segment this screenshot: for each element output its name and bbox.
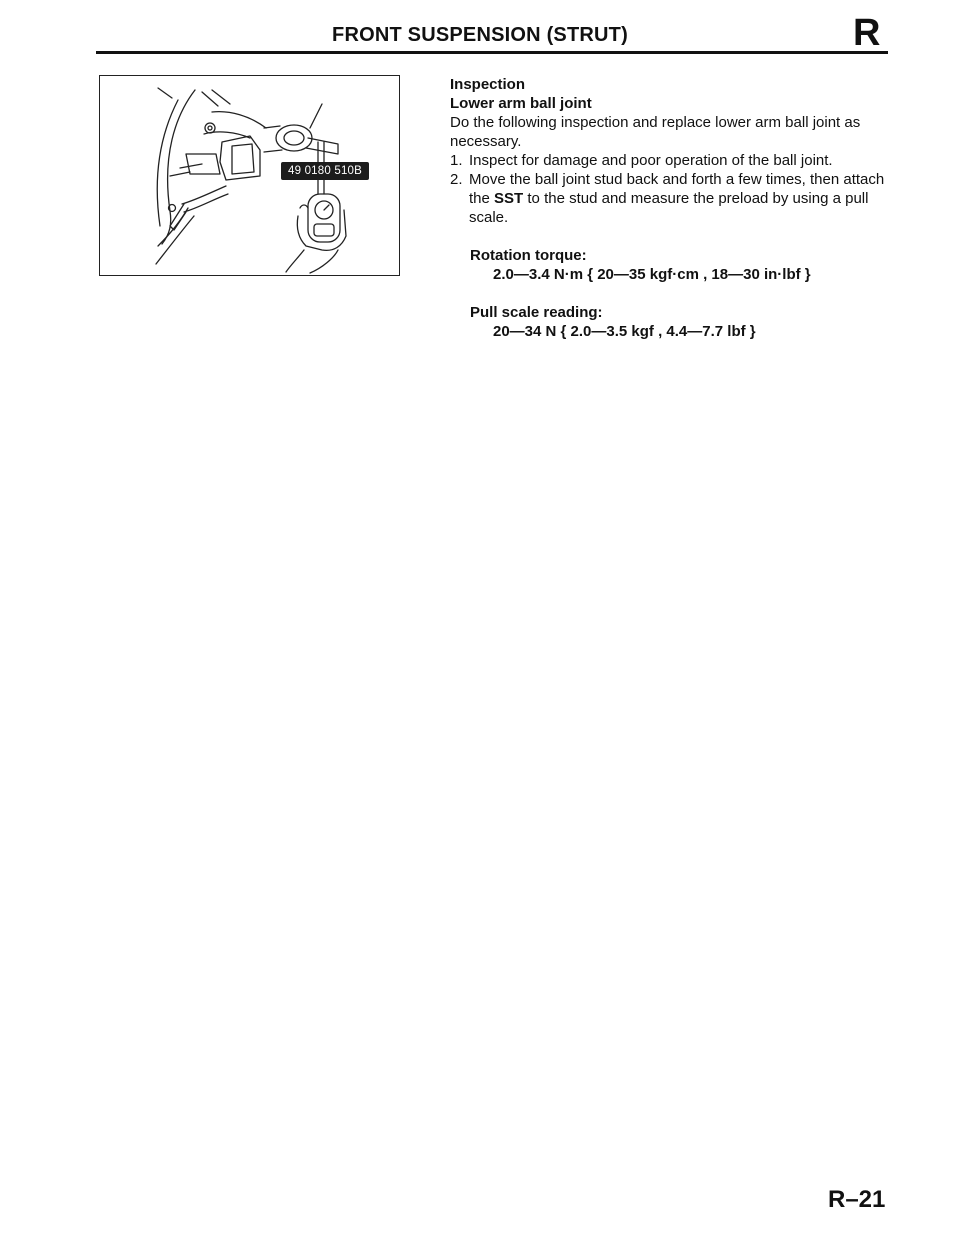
section-letter: R (853, 12, 881, 54)
spec-label: Pull scale reading: (470, 304, 603, 321)
page-title: FRONT SUSPENSION (STRUT) (332, 24, 628, 46)
step-number: 2. (450, 171, 463, 188)
tool-number-tag: 49 0180 510B (281, 162, 369, 180)
header-rule (96, 51, 888, 54)
inspection-section (450, 75, 890, 341)
sst-emphasis: SST (494, 190, 524, 207)
step-text: Inspect for damage and poor operation of the ball joint. (469, 152, 833, 169)
steps-list (450, 151, 890, 227)
list-item (450, 151, 890, 170)
inspection-figure (99, 75, 400, 276)
list-item (450, 170, 890, 227)
step-text: Move the ball joint stud back and forth a few times, then attach the (469, 171, 885, 207)
intro-paragraph: Do the following inspection and replace lower arm ball joint as necessary. (450, 114, 861, 150)
spec-value: 20—34 N { 2.0—3.5 kgf , 4.4—7.7 lbf } (493, 323, 756, 340)
step-text-continued: to the stud and measure the preload by using a pull scale. (469, 190, 869, 226)
spec-pull-scale (470, 303, 890, 341)
step-number: 1. (450, 152, 463, 169)
spec-value: 2.0—3.4 N·m { 20—35 kgf·cm , 18—30 in·lbf } (493, 266, 811, 283)
spec-label: Rotation torque: (470, 247, 587, 264)
spec-rotation-torque (470, 246, 890, 284)
subsection-heading: Lower arm ball joint (450, 95, 592, 112)
page-number: R–21 (828, 1186, 886, 1213)
section-heading: Inspection (450, 76, 526, 93)
